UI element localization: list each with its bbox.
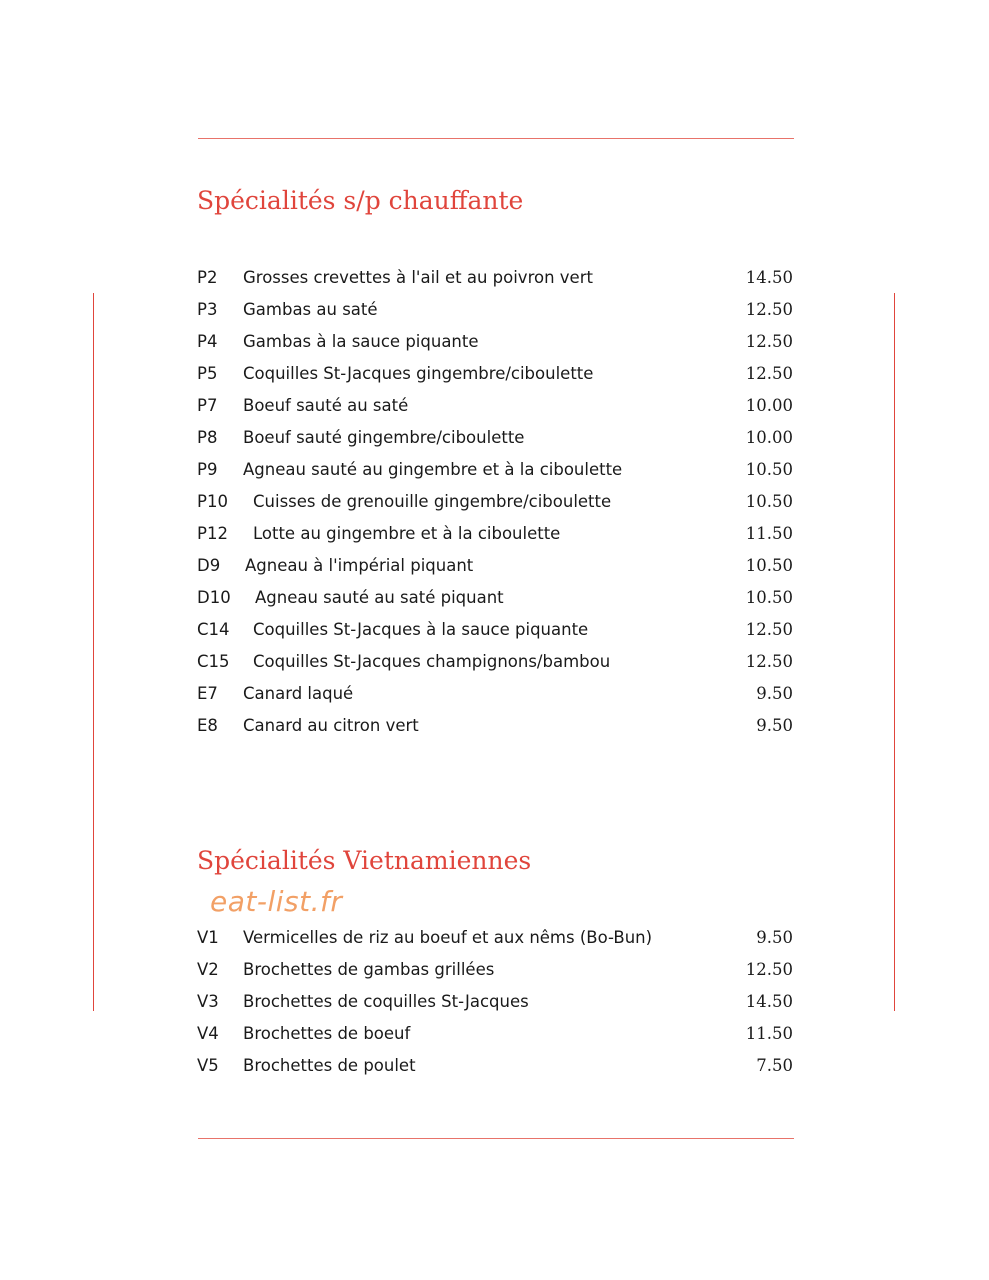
item-name: Gambas à la sauce piquante — [243, 332, 479, 351]
item-price: 10.50 — [745, 588, 793, 607]
item-price: 12.50 — [745, 332, 793, 351]
menu-item — [197, 358, 793, 390]
menu-item — [197, 486, 793, 518]
item-code: V4 — [197, 1024, 219, 1043]
item-name: Agneau sauté au gingembre et à la ciboulette — [243, 460, 623, 479]
item-code: D9 — [197, 556, 221, 575]
item-price: 10.00 — [745, 428, 793, 447]
item-code: V2 — [197, 960, 219, 979]
item-code: E7 — [197, 684, 218, 703]
item-price: 10.50 — [745, 492, 793, 511]
item-name: Brochettes de coquilles St-Jacques — [243, 992, 529, 1011]
menu-item — [197, 518, 793, 550]
menu-item — [197, 422, 793, 454]
menu-item — [197, 710, 793, 742]
item-code: V1 — [197, 928, 219, 947]
menu-item — [197, 614, 793, 646]
item-price: 7.50 — [756, 1056, 793, 1075]
menu-item — [197, 582, 793, 614]
item-name: Brochettes de boeuf — [243, 1024, 411, 1043]
item-code: V5 — [197, 1056, 219, 1075]
menu-list-chauffante — [197, 262, 793, 742]
item-code: P10 — [197, 492, 228, 511]
item-price: 12.50 — [745, 364, 793, 383]
menu-item — [197, 678, 793, 710]
menu-item — [197, 326, 793, 358]
item-code: P7 — [197, 396, 218, 415]
item-name: Canard laqué — [243, 684, 354, 703]
item-code: E8 — [197, 716, 218, 735]
top-divider — [198, 138, 794, 139]
item-name: Boeuf sauté gingembre/ciboulette — [243, 428, 525, 447]
item-name: Agneau sauté au saté piquant — [255, 588, 504, 607]
item-name: Lotte au gingembre et à la ciboulette — [253, 524, 561, 543]
item-name: Agneau à l'impérial piquant — [245, 556, 474, 575]
item-code: P12 — [197, 524, 228, 543]
item-price: 11.50 — [745, 1024, 793, 1043]
item-code: P9 — [197, 460, 218, 479]
item-code: P5 — [197, 364, 218, 383]
item-name: Coquilles St-Jacques champignons/bambou — [253, 652, 611, 671]
menu-item — [197, 390, 793, 422]
item-name: Canard au citron vert — [243, 716, 419, 735]
menu-item — [197, 262, 793, 294]
item-price: 12.50 — [745, 960, 793, 979]
item-name: Gambas au saté — [243, 300, 378, 319]
menu-item — [197, 294, 793, 326]
item-price: 11.50 — [745, 524, 793, 543]
item-price: 10.50 — [745, 556, 793, 575]
menu-item — [197, 1018, 793, 1050]
item-name: Grosses crevettes à l'ail et au poivron vert — [243, 268, 593, 287]
menu-item — [197, 954, 793, 986]
menu-item — [197, 986, 793, 1018]
item-code: C14 — [197, 620, 230, 639]
item-price: 12.50 — [745, 300, 793, 319]
section-title-chauffante: Spécialités s/p chauffante — [197, 186, 524, 215]
item-code: P8 — [197, 428, 218, 447]
menu-item — [197, 1050, 793, 1082]
item-name: Cuisses de grenouille gingembre/ciboulette — [253, 492, 612, 511]
item-price: 14.50 — [745, 268, 793, 287]
item-name: Coquilles St-Jacques gingembre/ciboulette — [243, 364, 594, 383]
menu-item — [197, 646, 793, 678]
right-margin-line — [894, 293, 895, 1011]
item-price: 12.50 — [745, 620, 793, 639]
item-price: 10.50 — [745, 460, 793, 479]
item-name: Boeuf sauté au saté — [243, 396, 409, 415]
item-code: P2 — [197, 268, 218, 287]
item-name: Vermicelles de riz au boeuf et aux nêms (Bo-Bun) — [243, 928, 653, 947]
menu-item — [197, 922, 793, 954]
item-price: 9.50 — [756, 684, 793, 703]
item-name: Brochettes de poulet — [243, 1056, 416, 1075]
item-price: 10.00 — [745, 396, 793, 415]
left-margin-line — [93, 293, 94, 1011]
item-price: 14.50 — [745, 992, 793, 1011]
item-code: C15 — [197, 652, 230, 671]
item-price: 9.50 — [756, 928, 793, 947]
menu-list-vietnamiennes — [197, 922, 793, 1082]
section-title-vietnamiennes: Spécialités Vietnamiennes — [197, 846, 532, 875]
item-price: 9.50 — [756, 716, 793, 735]
menu-item — [197, 550, 793, 582]
item-code: P3 — [197, 300, 218, 319]
item-name: Brochettes de gambas grillées — [243, 960, 495, 979]
watermark-logo: eat-list.fr — [210, 885, 343, 918]
item-code: V3 — [197, 992, 219, 1011]
item-code: D10 — [197, 588, 231, 607]
item-name: Coquilles St-Jacques à la sauce piquante — [253, 620, 589, 639]
menu-item — [197, 454, 793, 486]
bottom-divider — [198, 1138, 794, 1139]
item-price: 12.50 — [745, 652, 793, 671]
item-code: P4 — [197, 332, 218, 351]
